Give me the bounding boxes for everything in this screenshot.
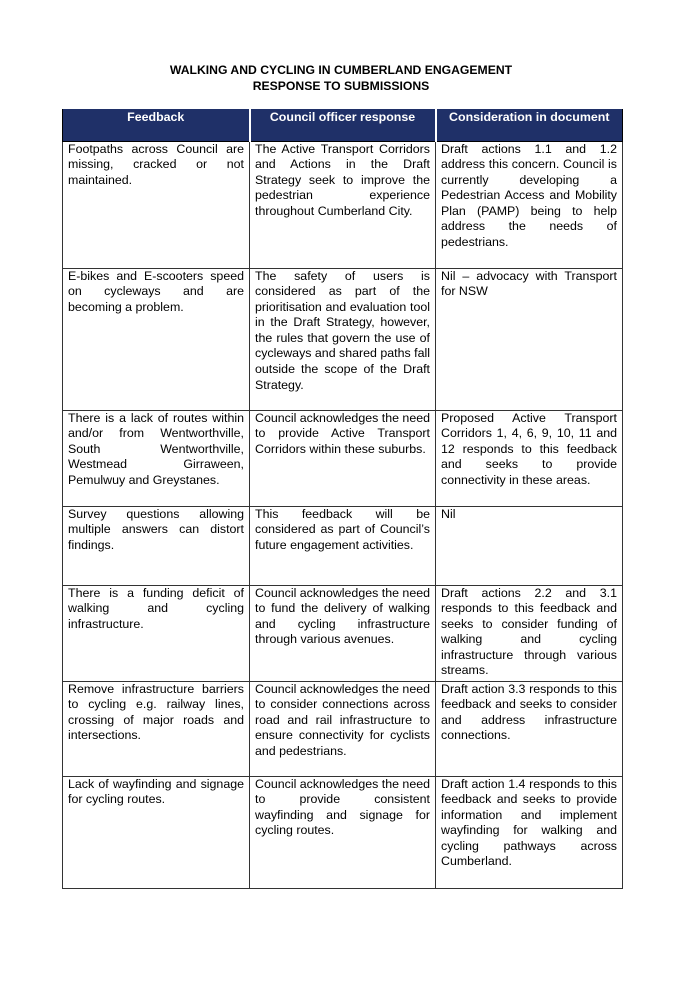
submissions-table xyxy=(62,109,623,889)
table-row xyxy=(63,585,623,681)
response-cell: Council acknowledges the need to consider connections across road and rail infrastructure to ensure connectivity for cyclists and pedestrians. xyxy=(250,681,436,776)
consideration-cell: Draft action 3.3 responds to this feedback and seeks to consider and address infrastructure connections. xyxy=(436,681,623,776)
response-cell: The Active Transport Corridors and Actions in the Draft Strategy seek to improve the pedestrian experience throughout Cumberland City. xyxy=(250,141,436,268)
table-header-row xyxy=(63,109,623,141)
header-council-response: Council officer response xyxy=(250,109,436,141)
feedback-cell: Remove infrastructure barriers to cycling e.g. railway lines, crossing of major roads and intersections. xyxy=(63,681,250,776)
table-row xyxy=(63,506,623,585)
title-line-1: WALKING AND CYCLING IN CUMBERLAND ENGAGEMENT xyxy=(169,63,513,77)
feedback-cell: E-bikes and E-scooters speed on cycleways and are becoming a problem. xyxy=(63,268,250,410)
feedback-cell: There is a funding deficit of walking and cycling infrastructure. xyxy=(63,585,250,681)
title-line-2: RESPONSE TO SUBMISSIONS xyxy=(252,79,430,93)
consideration-cell: Proposed Active Transport Corridors 1, 4, 6, 9, 10, 11 and 12 responds to this feedback and seeks to provide connectivity in these areas. xyxy=(436,410,623,506)
response-cell: Council acknowledges the need to provide Active Transport Corridors within these suburbs. xyxy=(250,410,436,506)
consideration-cell: Nil xyxy=(436,506,623,585)
header-consideration: Consideration in document xyxy=(436,109,623,141)
feedback-cell: Survey questions allowing multiple answers can distort findings. xyxy=(63,506,250,585)
table-row xyxy=(63,681,623,776)
table-row xyxy=(63,141,623,268)
response-cell: Council acknowledges the need to fund the delivery of walking and cycling infrastructure through various avenues. xyxy=(250,585,436,681)
feedback-cell: There is a lack of routes within and/or from Wentworthville, South Wentworthville, Westmead Girraween, Pemulwuy and Greystanes. xyxy=(63,410,250,506)
table-row xyxy=(63,410,623,506)
response-cell: This feedback will be considered as part of Council’s future engagement activities. xyxy=(250,506,436,585)
consideration-cell: Nil – advocacy with Transport for NSW xyxy=(436,268,623,410)
table-row xyxy=(63,268,623,410)
document-title xyxy=(0,62,682,94)
consideration-cell: Draft actions 1.1 and 1.2 address this concern. Council is currently developing a Pedestrian Access and Mobility Plan (PAMP) being to help address the needs of pedestrians. xyxy=(436,141,623,268)
consideration-cell: Draft actions 2.2 and 3.1 responds to this feedback and seeks to consider funding of walking and cycling infrastructure through various streams. xyxy=(436,585,623,681)
feedback-cell: Lack of wayfinding and signage for cycling routes. xyxy=(63,776,250,888)
table-row xyxy=(63,776,623,888)
feedback-cell: Footpaths across Council are missing, cracked or not maintained. xyxy=(63,141,250,268)
consideration-cell: Draft action 1.4 responds to this feedback and seeks to provide information and implement wayfinding for walking and cycling pathways across Cumberland. xyxy=(436,776,623,888)
header-feedback: Feedback xyxy=(63,109,250,141)
response-cell: The safety of users is considered as part of the prioritisation and evaluation tool in the Draft Strategy, however, the rules that govern the use of cycleways and shared paths fall outside the scope of the Draft Strategy. xyxy=(250,268,436,410)
response-cell: Council acknowledges the need to provide consistent wayfinding and signage for cycling routes. xyxy=(250,776,436,888)
